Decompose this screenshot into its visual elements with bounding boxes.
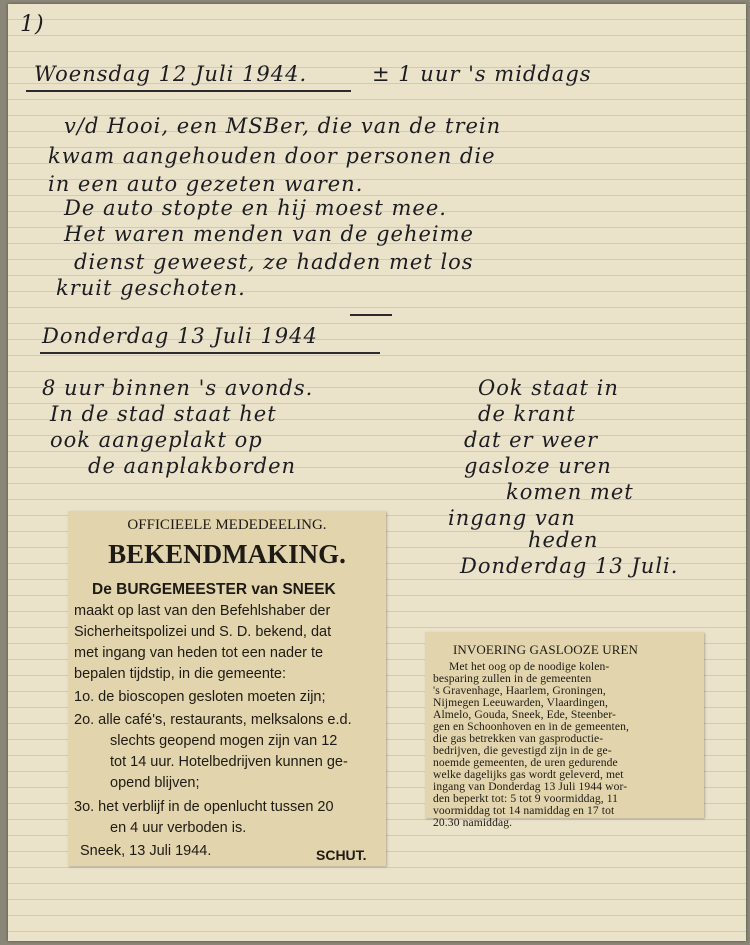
entry2-left-line: ook aangeplakt op — [50, 428, 263, 452]
clipping-line: bepalen tijdstip, in die gemeente: — [74, 666, 287, 682]
clipping2-line: welke dagelijks gas wordt geleverd, met — [433, 768, 624, 781]
page-number: 1) — [20, 12, 45, 37]
entry2-right-line: gasloze uren — [464, 454, 612, 478]
entry2-right-line: komen met — [506, 480, 634, 504]
clipping-line: 2o. alle café's, restaurants, melksalons e.d. — [74, 712, 352, 728]
entry1-line: De auto stopte en hij moest mee. — [64, 196, 447, 220]
entry1-line: v/d Hooi, een MSBer, die van de trein — [64, 114, 502, 138]
entry1-line: dienst geweest, ze hadden met los — [74, 250, 474, 274]
clipping2-line: Almelo, Gouda, Sneek, Ede, Steenber- — [433, 708, 617, 721]
clipping-line: en 4 uur verboden is. — [110, 820, 247, 836]
notebook-page — [8, 4, 746, 941]
entry1-line: Het waren menden van de geheime — [64, 222, 474, 246]
clipping2-line: die gas betrekken van gasproductie- — [433, 732, 604, 745]
clipping2-line: noemde gemeenten, de uren gedurende — [433, 756, 618, 769]
clipping2-title: INVOERING GASLOOZE UREN — [453, 642, 639, 657]
newspaper-clipping-bekendmaking — [68, 511, 386, 866]
entry2-right-line: de krant — [478, 402, 576, 426]
clipping-line: maakt op last van den Befehlshaber der — [74, 603, 331, 619]
clipping2-line: den beperkt tot: 5 tot 9 voormiddag, 11 — [433, 792, 619, 805]
entry1-heading-underline — [26, 90, 351, 92]
entry1-line: kwam aangehouden door personen die — [48, 144, 496, 168]
clipping-line: Sicherheitspolizei und S. D. bekend, dat — [74, 624, 332, 640]
clipping2-line: 20.30 namiddag. — [433, 816, 513, 829]
entry1-time-note: ± 1 uur 's middags — [372, 62, 592, 86]
entry2-heading-underline — [40, 352, 380, 354]
entry1-line: in een auto gezeten waren. — [48, 172, 364, 196]
clipping2-line: 's Gravenhage, Haarlem, Groningen, — [433, 684, 606, 697]
clipping2-line: Nijmegen Leeuwarden, Vlaardingen, — [433, 696, 608, 709]
newspaper-clipping-gaslooze-uren — [425, 632, 704, 829]
entry2-left-line: de aanplakborden — [88, 454, 297, 478]
entry2-right-line: Donderdag 13 Juli. — [460, 554, 679, 578]
entry2-heading: Donderdag 13 Juli 1944 — [42, 324, 318, 348]
entry2-right-line: heden — [528, 528, 599, 552]
clipping2-line: ingang van Donderdag 13 Juli 1944 wor- — [433, 780, 628, 793]
clipping2-line: gen en Schoonhoven en in de gemeenten, — [433, 720, 630, 733]
clipping-line: De BURGEMEESTER van SNEEK — [92, 581, 336, 598]
entry1-line: kruit geschoten. — [56, 276, 246, 300]
entry2-right-line: Ook staat in — [478, 376, 619, 400]
clipping-line: slechts geopend mogen zijn van 12 — [110, 733, 338, 749]
entry2-left-line: In de stad staat het — [50, 402, 277, 426]
clipping-line: opend blijven; — [110, 775, 200, 791]
entry2-right-line: ingang van — [448, 506, 576, 530]
clipping2-line: besparing zullen in de gemeenten — [433, 672, 592, 685]
entry-separator — [350, 314, 392, 316]
clipping2-line: bedrijven, die gevestigd zijn in de ge- — [433, 744, 612, 757]
entry2-left-line: 8 uur binnen 's avonds. — [42, 376, 314, 400]
clipping-line: 3o. het verblijf in de openlucht tussen 20 — [74, 799, 334, 815]
entry2-right-line: dat er weer — [464, 428, 599, 452]
clipping-line: met ingang van heden tot een nader te — [74, 645, 324, 661]
clipping-signature: SCHUT. — [316, 847, 367, 863]
clipping-header: OFFICIEELE MEDEDEELING. — [127, 517, 327, 533]
clipping2-line: Met het oog op de noodige kolen- — [449, 660, 610, 673]
clipping-line: tot 14 uur. Hotelbedrijven kunnen ge- — [110, 754, 348, 770]
clipping-line: 1o. de bioscopen gesloten moeten zijn; — [74, 689, 326, 705]
clipping-title: BEKENDMAKING. — [108, 539, 346, 569]
entry1-heading: Woensdag 12 Juli 1944. — [34, 62, 308, 86]
clipping2-line: voormiddag tot 14 namiddag en 17 tot — [433, 804, 615, 817]
clipping-date: Sneek, 13 Juli 1944. — [80, 843, 212, 859]
